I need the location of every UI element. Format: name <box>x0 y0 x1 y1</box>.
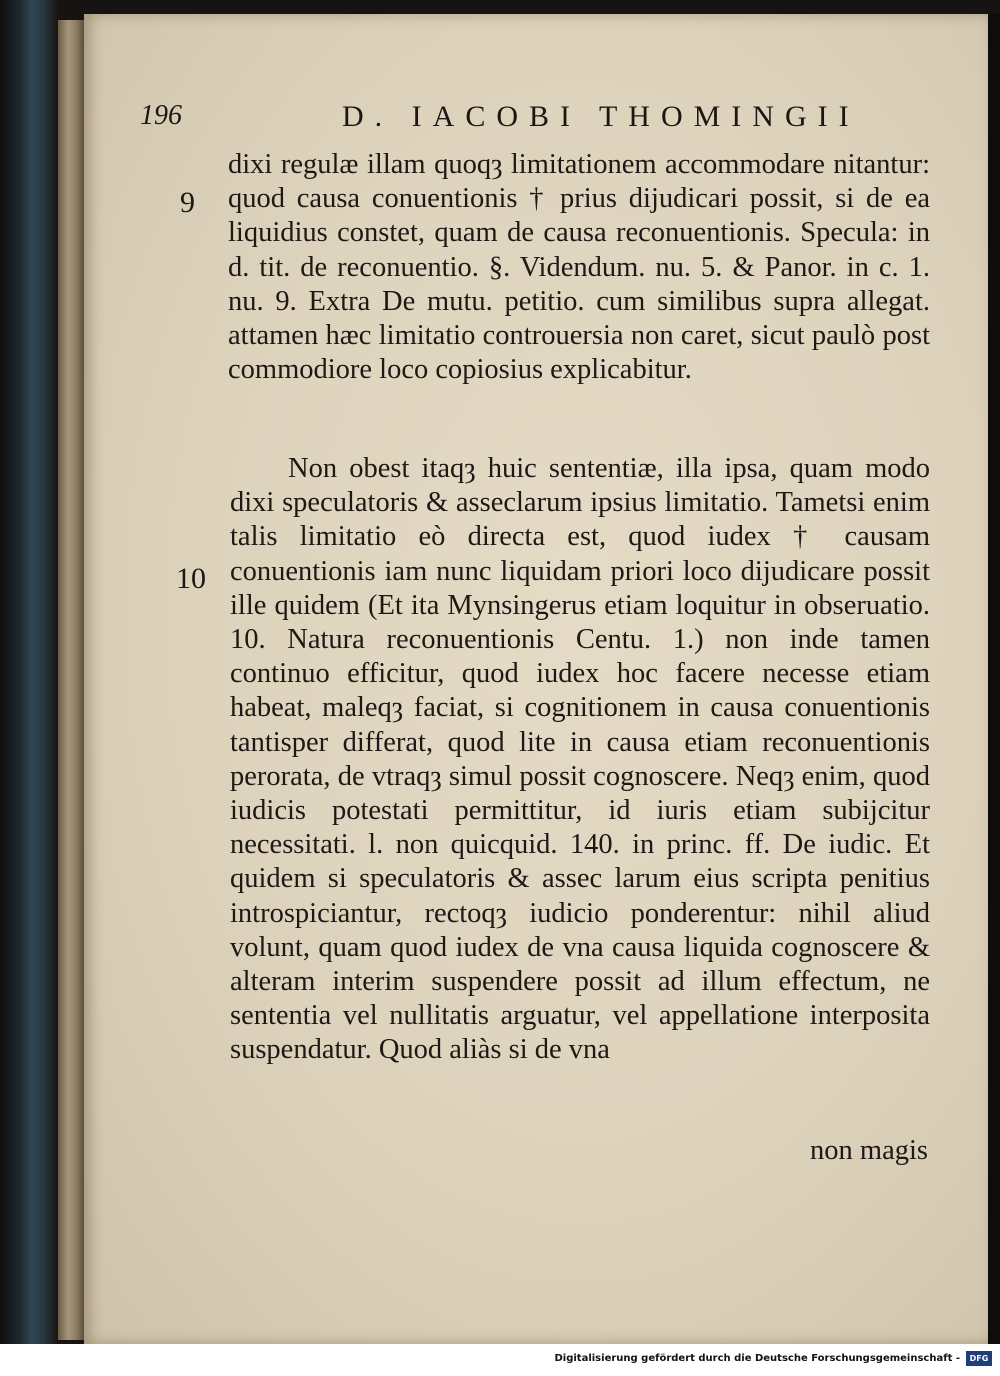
margin-number-9: 9 <box>180 186 195 219</box>
margin-number-10: 10 <box>176 562 206 595</box>
paragraph-1: dixi regulæ illam quoqȝ limitationem accommodare nitantur: quod causa conuentionis † prius dijudicari possit, si de ea liquidius constet, quam de causa reconuentionis. Specula: in d. tit. de reconuentio. §. Videndum. nu. 5. & Panor. in c. 1. nu. 9. Extra De mutu. petitio. cum similibus supra allegat. attamen hæc limitatio controuersia non caret, sicut paulò post commodiore loco copiosius explicabitur. <box>228 149 930 386</box>
scan-border <box>988 14 1000 1344</box>
funding-notice: Digitalisierung gefördert durch die Deutsche Forschungsgemeinschaft - <box>554 1353 960 1364</box>
dfg-logo-icon: DFG <box>966 1351 992 1366</box>
footer-bar <box>0 1344 1000 1376</box>
page-header <box>140 100 860 140</box>
running-head: D. IACOBI THOMINGII <box>342 100 860 133</box>
paragraph-2: Non obest itaqȝ huic sententiæ, illa ipsa, quam modo dixi speculatoris & asseclarum ipsius limitatio. Tametsi enim talis limitatio eò directa est, quod iudex † causam conuentionis iam nunc liquidam priori loco dijudicare possit ille quidem (Et ita Mynsingerus etiam loquitur in obseruatio. 10. Natura reconuentionis Centu. 1.) non inde tamen continuo efficitur, quod iudex hoc facere necesse etiam habeat, maleqȝ faciat, si cognitionem in causa conuentionis tantisper differat, quod lite in causa etiam reconuentionis perorata, de vtraqȝ simul possit cognoscere. Neqȝ enim, quod iudicis potestati permittitur, id iuris etiam subijcitur necessitati. l. non quicquid. 140. in princ. ff. De iudic. Et quidem si speculatoris & assec larum eius scripta penitius introspiciantur, rectoqȝ iudicio ponderentur: nihil aliud volunt, quam quod iudex de vna causa liquida cognoscere & alteram interim suspendere possit ad illum effectum, ne sententia vel nullitatis arguatur, vel appellatione interposita suspendatur. Quod aliàs si de vna <box>230 453 930 1066</box>
page-number: 196 <box>140 100 182 131</box>
book-spine <box>0 0 58 1376</box>
catchword: non magis <box>810 1135 928 1166</box>
